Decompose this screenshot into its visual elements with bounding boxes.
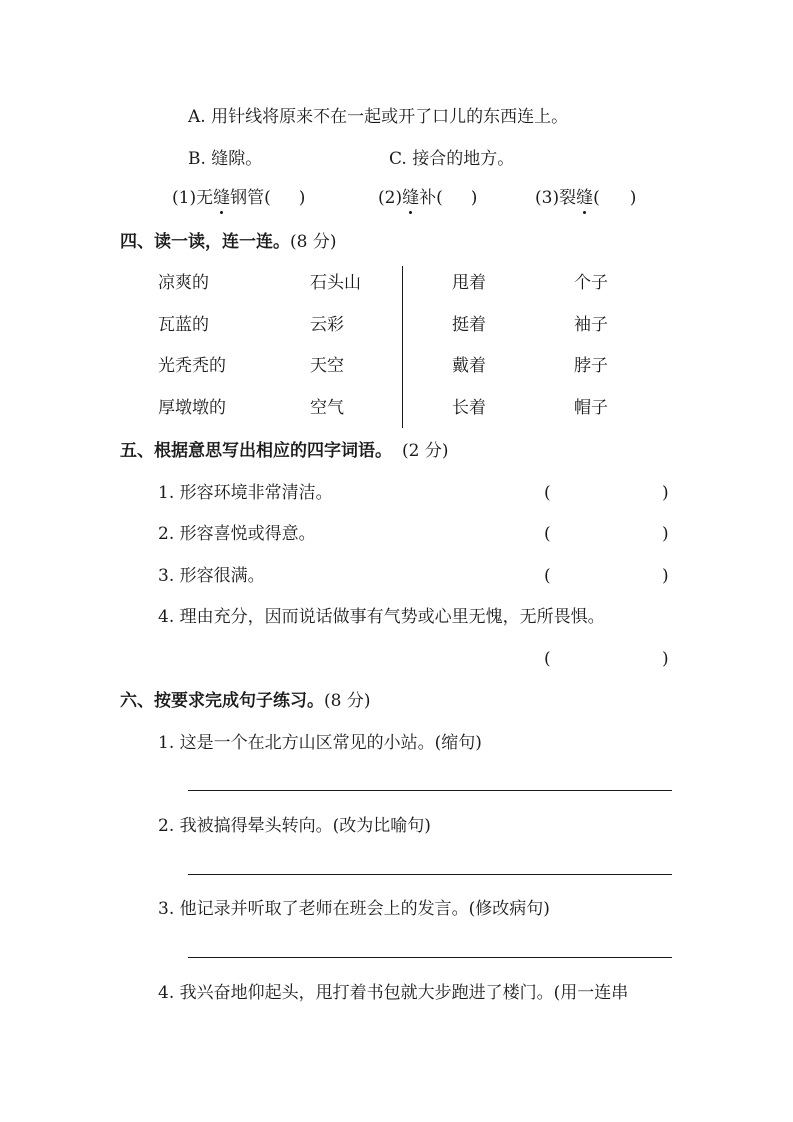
s5-item-1: 1. 形容环境非常清洁。: [158, 483, 333, 503]
s4-right-noun-3: 脖子: [574, 356, 608, 376]
s5-answer-open-3[interactable]: (: [544, 566, 551, 586]
s4-left-noun-4: 空气: [310, 398, 344, 418]
q3-item-1: (1)无缝钢管( ): [172, 188, 306, 208]
s5-answer-close-3: ): [662, 566, 669, 586]
s5-answer-open-2[interactable]: (: [544, 524, 551, 544]
s6-item-3: 3. 他记录并听取了老师在班会上的发言。(修改病句): [158, 899, 550, 919]
s4-left-adj-1: 凉爽的: [158, 273, 209, 293]
s4-left-adj-2: 瓦蓝的: [158, 315, 209, 335]
s4-right-noun-1: 个子: [574, 273, 608, 293]
emphasis-char: 缝: [402, 188, 420, 208]
s4-right-verb-1: 甩着: [452, 273, 486, 293]
s5-item-2: 2. 形容喜悦或得意。: [158, 524, 316, 544]
answer-line-1[interactable]: [188, 790, 672, 791]
s5-answer-close-1: ): [662, 483, 669, 503]
option-a: A. 用针线将原来不在一起或开了口儿的东西连上。: [188, 107, 569, 127]
section4-heading: 四、读一读，连一连。(8 分): [120, 232, 337, 252]
section5-heading: 五、根据意思写出相应的四字词语。 (2 分): [120, 441, 449, 461]
s5-answer-close-4: ): [662, 649, 669, 669]
s5-item-4: 4. 理由充分，因而说话做事有气势或心里无愧，无所畏惧。: [158, 607, 605, 627]
s4-right-noun-4: 帽子: [574, 398, 608, 418]
s4-right-noun-2: 袖子: [574, 315, 608, 335]
s6-item-1: 1. 这是一个在北方山区常见的小站。(缩句): [158, 733, 482, 753]
s4-left-adj-4: 厚墩墩的: [158, 398, 226, 418]
s5-answer-open-1[interactable]: (: [544, 483, 551, 503]
s5-answer-open-4[interactable]: (: [544, 649, 551, 669]
s4-left-adj-3: 光秃秃的: [158, 356, 226, 376]
s4-right-verb-3: 戴着: [452, 356, 486, 376]
s5-answer-close-2: ): [662, 524, 669, 544]
emphasis-char: 缝: [213, 188, 231, 208]
s5-item-3: 3. 形容很满。: [158, 566, 265, 586]
section6-heading: 六、按要求完成句子练习。(8 分): [120, 691, 371, 711]
emphasis-char: 缝: [576, 188, 594, 208]
q3-item-2: (2)缝补( ): [378, 188, 478, 208]
option-c: C. 接合的地方。: [389, 149, 515, 169]
s4-left-noun-1: 石头山: [310, 273, 361, 293]
s4-left-noun-3: 天空: [310, 356, 344, 376]
s4-left-noun-2: 云彩: [310, 315, 344, 335]
s4-right-verb-2: 挺着: [452, 315, 486, 335]
s6-item-4: 4. 我兴奋地仰起头，甩打着书包就大步跑进了楼门。(用一连串: [158, 983, 629, 1003]
s6-item-2: 2. 我被搞得晕头转向。(改为比喻句): [158, 816, 431, 836]
q3-item-3: (3)裂缝( ): [535, 188, 637, 208]
column-divider: [402, 266, 403, 428]
s4-right-verb-4: 长着: [452, 398, 486, 418]
answer-line-3[interactable]: [188, 957, 672, 958]
option-b: B. 缝隙。: [188, 149, 263, 169]
answer-line-2[interactable]: [188, 874, 672, 875]
